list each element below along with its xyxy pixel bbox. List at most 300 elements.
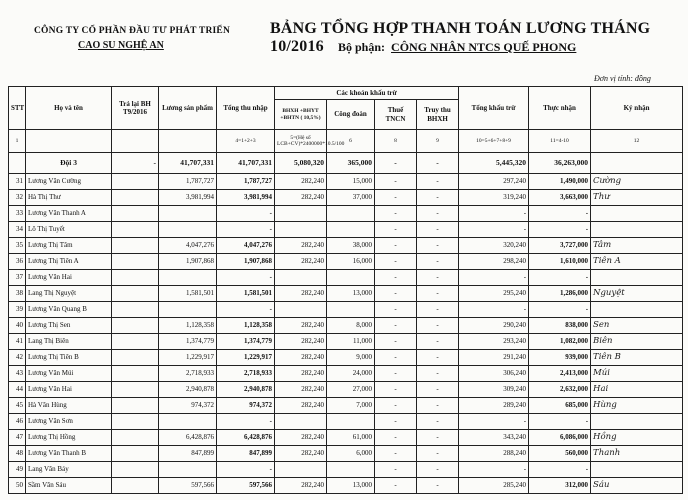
employee-net: - <box>529 270 591 286</box>
employee-tax: - <box>375 478 417 494</box>
employee-arrears: - <box>417 206 459 222</box>
formula-cell: 1 <box>9 130 26 153</box>
employee-total-income: - <box>217 270 275 286</box>
employee-union <box>327 270 375 286</box>
employee-total-income: - <box>217 222 275 238</box>
employee-total-deduct: 343,240 <box>459 430 529 446</box>
employee-insurance: 282,240 <box>275 446 327 462</box>
employee-union: 13,000 <box>327 478 375 494</box>
employee-arrears: - <box>417 318 459 334</box>
team-summary-row <box>9 153 683 174</box>
employee-row <box>9 382 683 398</box>
employee-name: Lương Văn Thanh A <box>26 206 112 222</box>
employee-union <box>327 414 375 430</box>
employee-row <box>9 446 683 462</box>
employee-signature: Cường <box>591 174 683 190</box>
employee-total-deduct: 289,240 <box>459 398 529 414</box>
formula-cell <box>112 130 159 153</box>
employee-total-income: 1,374,779 <box>217 334 275 350</box>
employee-arrears: - <box>417 222 459 238</box>
employee-stt: 37 <box>9 270 26 286</box>
employee-total-deduct: 309,240 <box>459 382 529 398</box>
employee-product-pay: 847,899 <box>159 446 217 462</box>
employee-back-pay <box>112 366 159 382</box>
employee-back-pay <box>112 222 159 238</box>
employee-stt: 33 <box>9 206 26 222</box>
employee-stt: 46 <box>9 414 26 430</box>
employee-row <box>9 334 683 350</box>
employee-row <box>9 366 683 382</box>
employee-tax: - <box>375 174 417 190</box>
employee-product-pay <box>159 414 217 430</box>
employee-net: 1,286,000 <box>529 286 591 302</box>
formula-cell: 8 <box>375 130 417 153</box>
employee-signature: Thanh <box>591 446 683 462</box>
employee-back-pay <box>112 350 159 366</box>
employee-row <box>9 414 683 430</box>
formula-cell: 6 <box>327 130 375 153</box>
col-header-product-pay: Lương sản phẩm <box>159 87 217 130</box>
employee-product-pay: 1,581,501 <box>159 286 217 302</box>
employee-total-deduct: 297,240 <box>459 174 529 190</box>
employee-union: 38,000 <box>327 238 375 254</box>
employee-product-pay: 4,047,276 <box>159 238 217 254</box>
currency-unit-note: Đơn vị tính: đồng <box>594 74 651 83</box>
employee-back-pay <box>112 206 159 222</box>
employee-union <box>327 302 375 318</box>
employee-name: Lương Thị Tiên A <box>26 254 112 270</box>
employee-product-pay: 1,128,358 <box>159 318 217 334</box>
employee-net: 1,610,000 <box>529 254 591 270</box>
employee-net: 3,727,000 <box>529 238 591 254</box>
employee-union: 6,000 <box>327 446 375 462</box>
formula-cell: 10=5+6+7+8+9 <box>459 130 529 153</box>
team-tax: - <box>375 153 417 174</box>
employee-stt: 45 <box>9 398 26 414</box>
employee-arrears: - <box>417 462 459 478</box>
employee-product-pay: 2,718,933 <box>159 366 217 382</box>
employee-total-income: - <box>217 462 275 478</box>
employee-tax: - <box>375 398 417 414</box>
employee-stt: 48 <box>9 446 26 462</box>
employee-total-deduct: 319,240 <box>459 190 529 206</box>
employee-tax: - <box>375 222 417 238</box>
employee-stt: 42 <box>9 350 26 366</box>
employee-product-pay: 1,374,779 <box>159 334 217 350</box>
employee-stt: 31 <box>9 174 26 190</box>
department-value: CÔNG NHÂN NTCS QUẾ PHONG <box>391 40 577 54</box>
employee-back-pay <box>112 446 159 462</box>
employee-total-income: 1,787,727 <box>217 174 275 190</box>
employee-name: Lương Thị Tiên B <box>26 350 112 366</box>
employee-signature <box>591 302 683 318</box>
employee-total-deduct: 295,240 <box>459 286 529 302</box>
employee-total-deduct: - <box>459 414 529 430</box>
employee-product-pay: 6,428,876 <box>159 430 217 446</box>
employee-row <box>9 190 683 206</box>
employee-back-pay <box>112 398 159 414</box>
employee-total-income: 1,229,917 <box>217 350 275 366</box>
employee-arrears: - <box>417 350 459 366</box>
col-header-union: Công đoàn <box>327 100 375 130</box>
employee-row <box>9 302 683 318</box>
employee-total-deduct: 306,240 <box>459 366 529 382</box>
employee-net: 2,632,000 <box>529 382 591 398</box>
employee-row <box>9 206 683 222</box>
employee-net: 3,663,000 <box>529 190 591 206</box>
employee-product-pay: 974,372 <box>159 398 217 414</box>
employee-net: 6,086,000 <box>529 430 591 446</box>
employee-insurance: 282,240 <box>275 398 327 414</box>
employee-signature <box>591 270 683 286</box>
employee-back-pay <box>112 302 159 318</box>
employee-name: Lương Văn Cường <box>26 174 112 190</box>
col-header-back-pay: Trả lại BH T9/2016 <box>112 87 159 130</box>
employee-union: 37,000 <box>327 190 375 206</box>
employee-net: 685,000 <box>529 398 591 414</box>
employee-name: Lô Thị Tuyết <box>26 222 112 238</box>
employee-tax: - <box>375 334 417 350</box>
employee-stt: 39 <box>9 302 26 318</box>
team-sign <box>591 153 683 174</box>
employee-product-pay <box>159 302 217 318</box>
employee-signature: Múi <box>591 366 683 382</box>
employee-total-income: - <box>217 302 275 318</box>
employee-total-deduct: 320,240 <box>459 238 529 254</box>
employee-arrears: - <box>417 430 459 446</box>
employee-back-pay <box>112 318 159 334</box>
formula-cell: 11=4-10 <box>529 130 591 153</box>
employee-back-pay <box>112 462 159 478</box>
employee-net: 560,000 <box>529 446 591 462</box>
employee-signature: Tiên A <box>591 254 683 270</box>
employee-tax: - <box>375 238 417 254</box>
employee-name: Lương Văn Sơn <box>26 414 112 430</box>
employee-total-income: - <box>217 414 275 430</box>
employee-arrears: - <box>417 270 459 286</box>
employee-insurance: 282,240 <box>275 382 327 398</box>
employee-arrears: - <box>417 334 459 350</box>
employee-signature: Tâm <box>591 238 683 254</box>
employee-tax: - <box>375 414 417 430</box>
employee-total-deduct: 290,240 <box>459 318 529 334</box>
employee-insurance: 282,240 <box>275 366 327 382</box>
employee-back-pay <box>112 270 159 286</box>
employee-total-deduct: 291,240 <box>459 350 529 366</box>
employee-row <box>9 238 683 254</box>
employee-union: 27,000 <box>327 382 375 398</box>
employee-total-income: 2,940,878 <box>217 382 275 398</box>
employee-row <box>9 398 683 414</box>
employee-total-income: 4,047,276 <box>217 238 275 254</box>
employee-total-income: 597,566 <box>217 478 275 494</box>
team-insurance: 5,080,320 <box>275 153 327 174</box>
employee-tax: - <box>375 270 417 286</box>
employee-name: Lương Văn Thanh B <box>26 446 112 462</box>
employee-union: 11,000 <box>327 334 375 350</box>
employee-insurance <box>275 206 327 222</box>
employee-union: 16,000 <box>327 254 375 270</box>
employee-total-income: 6,428,876 <box>217 430 275 446</box>
employee-insurance: 282,240 <box>275 350 327 366</box>
employee-insurance <box>275 302 327 318</box>
employee-stt: 32 <box>9 190 26 206</box>
employee-signature: Tiên B <box>591 350 683 366</box>
employee-insurance: 282,240 <box>275 478 327 494</box>
col-header-net: Thực nhận <box>529 87 591 130</box>
employee-row <box>9 270 683 286</box>
team-union: 365,000 <box>327 153 375 174</box>
col-header-name: Họ và tên <box>26 87 112 130</box>
employee-row <box>9 222 683 238</box>
employee-total-income: 847,899 <box>217 446 275 462</box>
employee-union: 15,000 <box>327 174 375 190</box>
col-header-total-income: Tổng thu nhập <box>217 87 275 130</box>
employee-insurance: 282,240 <box>275 318 327 334</box>
employee-back-pay <box>112 286 159 302</box>
team-total-deduct: 5,445,320 <box>459 153 529 174</box>
department-line <box>338 40 576 55</box>
col-header-arrears: Truy thu BHXH <box>417 100 459 130</box>
employee-stt: 49 <box>9 462 26 478</box>
team-product-pay: 41,707,331 <box>159 153 217 174</box>
employee-row <box>9 286 683 302</box>
employee-arrears: - <box>417 190 459 206</box>
formula-cell: 12 <box>591 130 683 153</box>
employee-net: - <box>529 414 591 430</box>
employee-insurance: 282,240 <box>275 430 327 446</box>
employee-row <box>9 174 683 190</box>
employee-tax: - <box>375 254 417 270</box>
employee-product-pay: 597,566 <box>159 478 217 494</box>
employee-signature: Hùng <box>591 398 683 414</box>
employee-row <box>9 462 683 478</box>
employee-signature <box>591 462 683 478</box>
employee-insurance: 282,240 <box>275 286 327 302</box>
team-total-income: 41,707,331 <box>217 153 275 174</box>
employee-insurance: 282,240 <box>275 334 327 350</box>
employee-name: Lương Văn Hai <box>26 382 112 398</box>
employee-net: 2,413,000 <box>529 366 591 382</box>
employee-total-deduct: 293,240 <box>459 334 529 350</box>
employee-back-pay <box>112 430 159 446</box>
employee-insurance <box>275 270 327 286</box>
employee-tax: - <box>375 302 417 318</box>
employee-signature: Sáu <box>591 478 683 494</box>
formula-cell <box>26 130 112 153</box>
employee-total-deduct: 285,240 <box>459 478 529 494</box>
employee-arrears: - <box>417 478 459 494</box>
employee-signature <box>591 206 683 222</box>
employee-total-deduct: - <box>459 222 529 238</box>
col-header-tax: Thuế TNCN <box>375 100 417 130</box>
employee-union <box>327 206 375 222</box>
employee-signature: Hai <box>591 382 683 398</box>
employee-insurance: 282,240 <box>275 238 327 254</box>
employee-union: 9,000 <box>327 350 375 366</box>
company-name-line1: CÔNG TY CỔ PHẦN ĐẦU TƯ PHÁT TRIỂN <box>34 26 231 36</box>
formula-cell: 9 <box>417 130 459 153</box>
employee-back-pay <box>112 238 159 254</box>
employee-total-deduct: - <box>459 206 529 222</box>
employee-total-income: 1,907,868 <box>217 254 275 270</box>
employee-name: Lang Thị Biên <box>26 334 112 350</box>
employee-union: 7,000 <box>327 398 375 414</box>
document-title: BẢNG TỔNG HỢP THANH TOÁN LƯƠNG THÁNG 10/2016 <box>270 20 651 55</box>
employee-product-pay <box>159 222 217 238</box>
employee-insurance: 282,240 <box>275 254 327 270</box>
col-header-sign: Ký nhận <box>591 87 683 130</box>
employee-product-pay: 1,229,917 <box>159 350 217 366</box>
employee-arrears: - <box>417 446 459 462</box>
employee-back-pay <box>112 190 159 206</box>
team-name: Đội 3 <box>26 153 112 174</box>
employee-name: Sầm Văn Sáu <box>26 478 112 494</box>
employee-name: Lương Thị Tâm <box>26 238 112 254</box>
col-header-stt: STT <box>9 87 26 130</box>
employee-insurance: 282,240 <box>275 190 327 206</box>
employee-total-income: 3,981,994 <box>217 190 275 206</box>
employee-tax: - <box>375 446 417 462</box>
formula-cell: 4=1+2+3 <box>217 130 275 153</box>
employee-total-income: 2,718,933 <box>217 366 275 382</box>
employee-net: 312,000 <box>529 478 591 494</box>
employee-stt: 50 <box>9 478 26 494</box>
employee-stt: 40 <box>9 318 26 334</box>
employee-union: 13,000 <box>327 286 375 302</box>
employee-back-pay <box>112 174 159 190</box>
employee-stt: 38 <box>9 286 26 302</box>
employee-tax: - <box>375 318 417 334</box>
employee-total-income: - <box>217 206 275 222</box>
employee-union: 24,000 <box>327 366 375 382</box>
employee-arrears: - <box>417 414 459 430</box>
employee-signature: Thư <box>591 190 683 206</box>
employee-name: Lương Văn Múi <box>26 366 112 382</box>
employee-back-pay <box>112 478 159 494</box>
employee-name: Lang Thị Nguyệt <box>26 286 112 302</box>
employee-net: - <box>529 222 591 238</box>
employee-signature: Biên <box>591 334 683 350</box>
employee-stt: 44 <box>9 382 26 398</box>
formula-cell: 5=(Hệ số LCB+CV)*2400000*10.5/100 <box>275 130 327 153</box>
employee-signature: Sen <box>591 318 683 334</box>
employee-tax: - <box>375 366 417 382</box>
employee-net: 1,082,000 <box>529 334 591 350</box>
employee-name: Lương Văn Hai <box>26 270 112 286</box>
employee-total-deduct: 298,240 <box>459 254 529 270</box>
employee-name: Hà Thị Thư <box>26 190 112 206</box>
employee-product-pay <box>159 206 217 222</box>
employee-net: 939,000 <box>529 350 591 366</box>
employee-row <box>9 478 683 494</box>
employee-stt: 43 <box>9 366 26 382</box>
employee-tax: - <box>375 286 417 302</box>
employee-name: Lương Văn Quang B <box>26 302 112 318</box>
employee-stt: 47 <box>9 430 26 446</box>
employee-signature <box>591 222 683 238</box>
employee-tax: - <box>375 382 417 398</box>
employee-row <box>9 254 683 270</box>
team-arrears: - <box>417 153 459 174</box>
employee-insurance: 282,240 <box>275 174 327 190</box>
employee-arrears: - <box>417 174 459 190</box>
employee-arrears: - <box>417 398 459 414</box>
employee-name: Lương Thị Hồng <box>26 430 112 446</box>
team-net: 36,263,000 <box>529 153 591 174</box>
payroll-table <box>8 86 683 494</box>
department-label: Bộ phận: <box>338 40 386 54</box>
employee-stt: 34 <box>9 222 26 238</box>
company-name-line2: CAO SU NGHỆ AN <box>78 40 164 51</box>
employee-total-deduct: - <box>459 302 529 318</box>
employee-tax: - <box>375 462 417 478</box>
employee-union: 8,000 <box>327 318 375 334</box>
employee-product-pay <box>159 270 217 286</box>
employee-arrears: - <box>417 238 459 254</box>
employee-insurance <box>275 222 327 238</box>
employee-tax: - <box>375 350 417 366</box>
employee-total-deduct: - <box>459 462 529 478</box>
employee-product-pay <box>159 462 217 478</box>
employee-arrears: - <box>417 366 459 382</box>
employee-arrears: - <box>417 302 459 318</box>
employee-back-pay <box>112 414 159 430</box>
employee-signature: Hồng <box>591 430 683 446</box>
employee-total-deduct: - <box>459 270 529 286</box>
col-header-deductions-group: Các khoản khấu trừ <box>275 87 459 100</box>
employee-total-income: 1,581,501 <box>217 286 275 302</box>
employee-net: - <box>529 462 591 478</box>
employee-product-pay: 1,907,868 <box>159 254 217 270</box>
employee-product-pay: 3,981,994 <box>159 190 217 206</box>
employee-back-pay <box>112 382 159 398</box>
col-header-insurance: BHXH +BHYT +BHTN ( 10,5%) <box>275 100 327 130</box>
employee-tax: - <box>375 190 417 206</box>
employee-union <box>327 222 375 238</box>
employee-tax: - <box>375 430 417 446</box>
team-stt <box>9 153 26 174</box>
employee-arrears: - <box>417 254 459 270</box>
employee-name: Lương Thị Sen <box>26 318 112 334</box>
employee-stt: 36 <box>9 254 26 270</box>
employee-back-pay <box>112 254 159 270</box>
employee-product-pay: 2,940,878 <box>159 382 217 398</box>
employee-net: - <box>529 206 591 222</box>
employee-back-pay <box>112 334 159 350</box>
employee-net: - <box>529 302 591 318</box>
col-header-total-deduct: Tổng khấu trừ <box>459 87 529 130</box>
employee-product-pay: 1,787,727 <box>159 174 217 190</box>
employee-total-income: 1,128,358 <box>217 318 275 334</box>
employee-tax: - <box>375 206 417 222</box>
employee-insurance <box>275 462 327 478</box>
employee-net: 838,000 <box>529 318 591 334</box>
employee-stt: 35 <box>9 238 26 254</box>
employee-row <box>9 430 683 446</box>
employee-name: Lang Văn Bảy <box>26 462 112 478</box>
employee-name: Hà Văn Hùng <box>26 398 112 414</box>
employee-insurance <box>275 414 327 430</box>
employee-union: 61,000 <box>327 430 375 446</box>
employee-row <box>9 318 683 334</box>
employee-row <box>9 350 683 366</box>
formula-cell <box>159 130 217 153</box>
employee-arrears: - <box>417 286 459 302</box>
employee-arrears: - <box>417 382 459 398</box>
employee-signature <box>591 414 683 430</box>
team-back-pay: - <box>112 153 159 174</box>
